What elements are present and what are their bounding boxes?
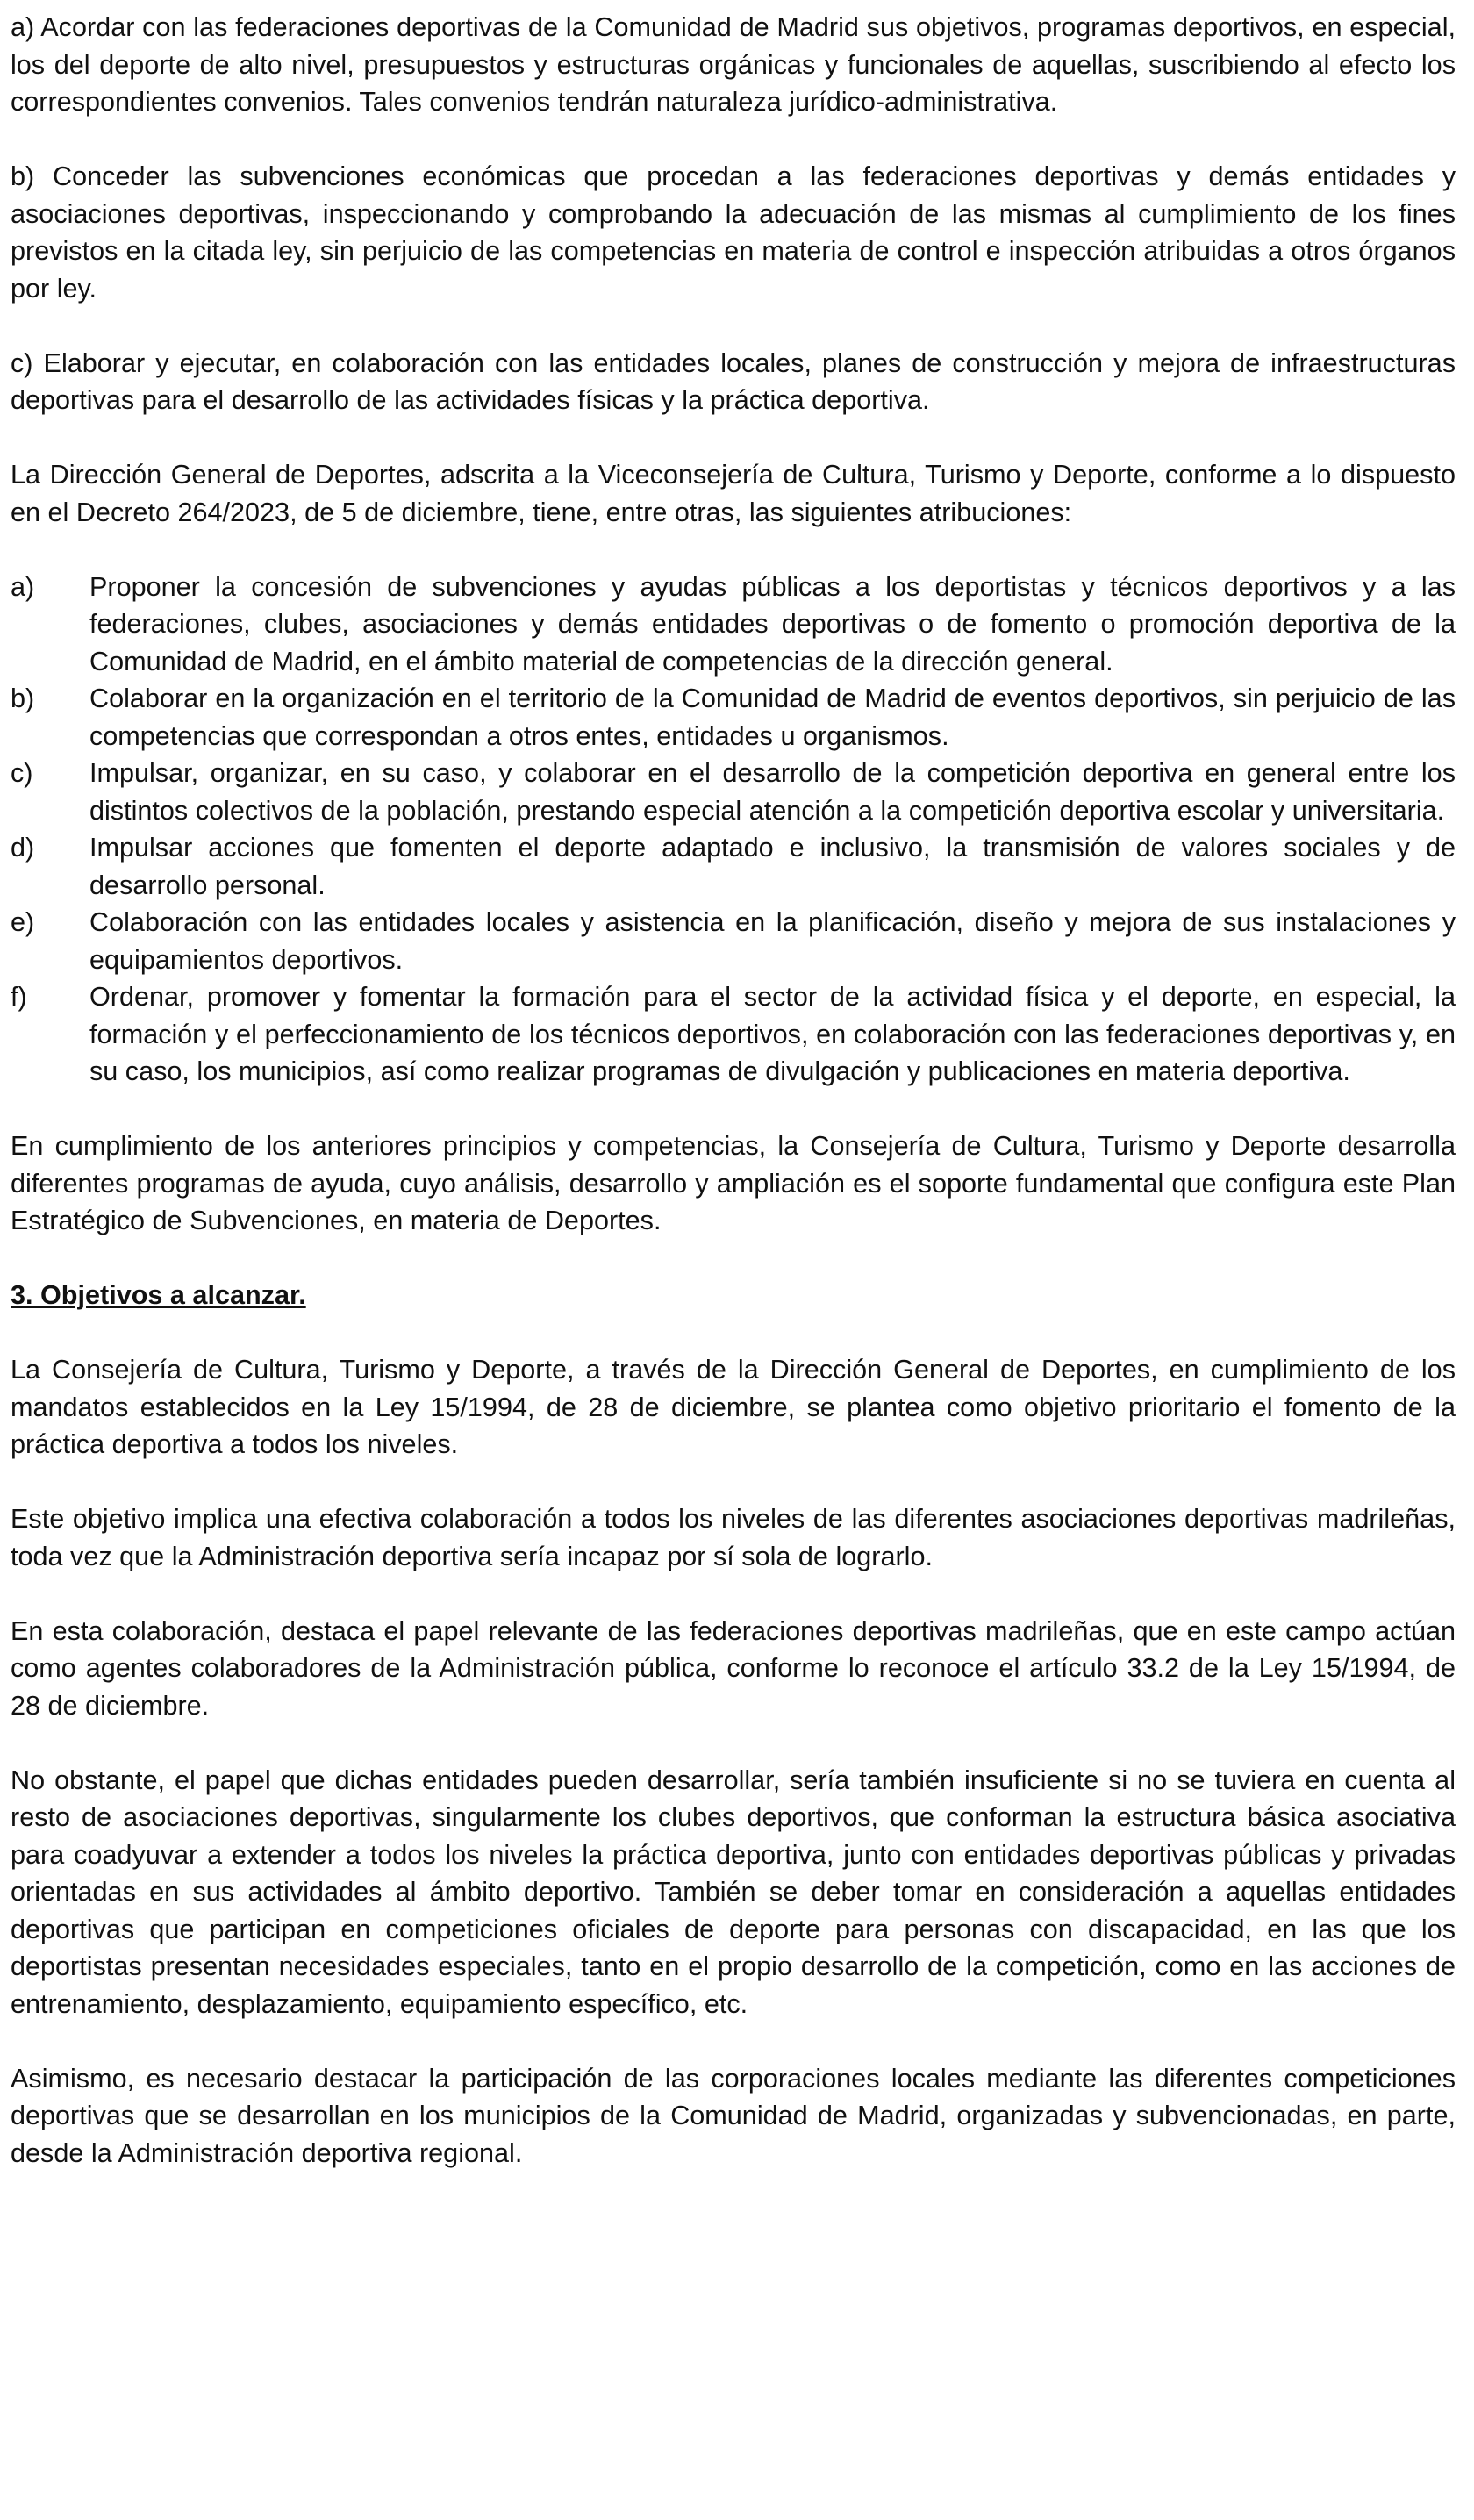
list-marker: c) xyxy=(11,758,33,788)
paragraph-objetivo-prioritario: La Consejería de Cultura, Turismo y Deporte, a través de la Dirección General de Deportes, en cumplimiento de los mandatos establecidos en la Ley 15/1994, de 28 de diciembre, se plantea como objetivo prioritario el fomento de la práctica deportiva a todos los niveles. xyxy=(11,1355,1456,1459)
paragraph-corporaciones-locales: Asimismo, es necesario destacar la participación de las corporaciones locales mediante las diferentes competiciones deportivas que se desarrollan en los municipios de la Comunidad de Madrid, organizadas y subvencionadas, en parte, desde la Administración deportiva regional. xyxy=(11,2063,1456,2168)
list-item xyxy=(11,829,1456,904)
list-marker: b) xyxy=(11,684,35,713)
list-item xyxy=(11,755,1456,829)
list-item-text: Impulsar, organizar, en su caso, y colaborar en el desarrollo de la competición deportiva en general entre los distintos colectivos de la población, prestando especial atención a la competición deportiva escolar y universitaria. xyxy=(89,758,1456,826)
list-marker: e) xyxy=(11,907,35,937)
section-heading: 3. Objetivos a alcanzar. xyxy=(11,1280,306,1310)
paragraph-cumplimiento: En cumplimiento de los anteriores principios y competencias, la Consejería de Cultura, Turismo y Deporte desarrolla diferentes programas de ayuda, cuyo análisis, desarrollo y ampliación es el soporte fundamental que configura este Plan Estratégico de Subvenciones, en materia de Deportes. xyxy=(11,1131,1456,1235)
list-item-text: Colaboración con las entidades locales y asistencia en la planificación, diseño y mejora de sus instalaciones y equipamientos deportivos. xyxy=(89,907,1456,975)
list-marker: d) xyxy=(11,833,35,863)
list-marker: a) xyxy=(11,571,35,602)
paragraph-intro-b: b) Conceder las subvenciones económicas que procedan a las federaciones deportivas y demás entidades y asociaciones deportivas, inspeccionando y comprobando la adecuación de las mismas al cumplimiento de los fines previstos en la citada ley, sin perjuicio de las competencias en materia de control e inspección atribuidas a otros órganos por ley. xyxy=(11,161,1456,304)
list-marker: f) xyxy=(11,982,27,1012)
list-item-text: Impulsar acciones que fomenten el deporte adaptado e inclusivo, la transmisión de valores sociales y de desarrollo personal. xyxy=(89,833,1456,900)
list-item xyxy=(11,569,1456,681)
paragraph-intro-c: c) Elaborar y ejecutar, en colaboración con las entidades locales, planes de construcción y mejora de infraestructuras deportivas para el desarrollo de las actividades físicas y la práctica deportiva. xyxy=(11,347,1456,415)
paragraph-intro-a: a) Acordar con las federaciones deportivas de la Comunidad de Madrid sus objetivos, programas deportivos, en especial, los del deporte de alto nivel, presupuestos y estructuras orgánicas y funcionales de aquellas, suscribiendo al efecto los correspondientes convenios. Tales convenios tendrán naturaleza jurídico-administrativa. xyxy=(11,12,1456,117)
list-item xyxy=(11,978,1456,1091)
list-item-text: Ordenar, promover y fomentar la formación para el sector de la actividad física y el deporte, en especial, la formación y el perfeccionamiento de los técnicos deportivos, en colaboración con las federaciones deportivas y, en su caso, los municipios, así como realizar programas de divulgación y publicaciones en materia deportiva. xyxy=(89,982,1456,1086)
list-item xyxy=(11,904,1456,978)
paragraph-clubes: No obstante, el papel que dichas entidades pueden desarrollar, sería también insuficiente si no se tuviera en cuenta al resto de asociaciones deportivas, singularmente los clubes deportivos, que conforman la estructura básica asociativa para coadyuvar a extender a todos los niveles la práctica deportiva, junto con entidades deportivas públicas y privadas orientadas en sus actividades al ámbito deportivo. También se deber tomar en consideración a aquellas entidades deportivas que participan en competiciones oficiales de deporte para personas con discapacidad, en las que los deportistas presentan necesidades especiales, tanto en el propio desarrollo de la competición, como en las acciones de entrenamiento, desplazamiento, equipamiento específico, etc. xyxy=(11,1765,1456,2019)
atribuciones-list xyxy=(11,569,1456,1091)
paragraph-colaboracion: Este objetivo implica una efectiva colaboración a todos los niveles de las diferentes asociaciones deportivas madrileñas, toda vez que la Administración deportiva sería incapaz por sí sola de lograrlo. xyxy=(11,1504,1456,1571)
paragraph-direccion-general: La Dirección General de Deportes, adscrita a la Viceconsejería de Cultura, Turismo y Deporte, conforme a lo dispuesto en el Decreto 264/2023, de 5 de diciembre, tiene, entre otras, las siguientes atribuciones: xyxy=(11,460,1456,527)
paragraph-federaciones: En esta colaboración, destaca el papel relevante de las federaciones deportivas madrileñas, que en este campo actúan como agentes colaboradores de la Administración pública, conforme lo reconoce el artículo 33.2 de la Ley 15/1994, de 28 de diciembre. xyxy=(11,1615,1456,1721)
list-item xyxy=(11,680,1456,755)
list-item-text: Proponer la concesión de subvenciones y ayudas públicas a los deportistas y técnicos deportivos y a las federaciones, clubes, asociaciones y demás entidades deportivas o de fomento o promoción deportiva de la Comunidad de Madrid, en el ámbito material de competencias de la dirección general. xyxy=(89,571,1456,677)
list-item-text: Colaborar en la organización en el territorio de la Comunidad de Madrid de eventos deportivos, sin perjuicio de las competencias que correspondan a otros entes, entidades u organismos. xyxy=(89,684,1456,751)
